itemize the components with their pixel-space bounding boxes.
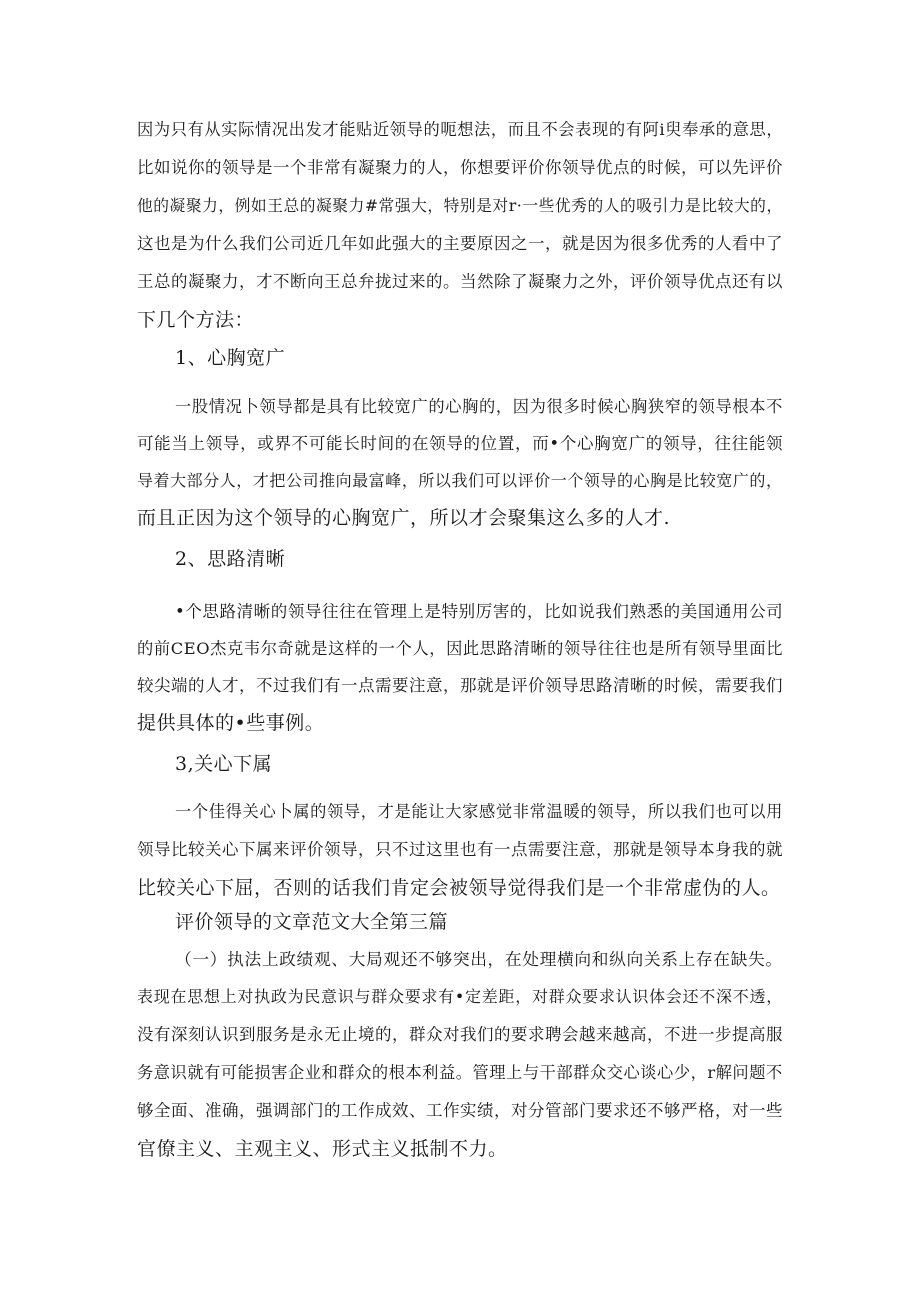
- paragraph-line: （一）执法上政绩观、大局观还不够突出，在处理横向和纵向关系上存在缺失。: [175, 949, 783, 969]
- paragraph-line: 领导比较关心下属来评价领导，只不过这里也有一点需要注意，那就是领导本身我的就: [137, 840, 783, 859]
- paragraph-line: 官僚主义、主观主义、形式主义抵制不力。: [137, 1138, 508, 1160]
- paragraph-line: 的前CEO杰克韦尔奇就是这样的一个人，因此思路清晰的领导往往也是所有领导里面比: [137, 639, 784, 658]
- paragraph-line: 提供具体的•些事例。: [137, 712, 325, 734]
- section-heading: 1、心胸宽广: [175, 347, 286, 369]
- paragraph-line: 务意识就有可能损害企业和群众的根本利益。管理上与干部群众交心谈心少，r解问题不: [137, 1063, 783, 1082]
- article-title: 评价领导的文章范文大全第三篇: [175, 911, 449, 933]
- paragraph-line: 没有深刻认识到服务是永无止境的，群众对我们的要求聘会越来越高，不进一步提高服: [137, 1025, 783, 1044]
- paragraph-line: 较尖端的人才，不过我们有一点需要注意，那就是评价领导思路清晰的时候，需要我们: [137, 676, 783, 695]
- section-heading: 3,关心下属: [175, 753, 273, 775]
- paragraph-line: 可能当上领导，或界不可能长时间的在领导的位置，而•个心胸宽广的领导，往往能领: [137, 434, 784, 453]
- paragraph-line: 下几个方法：: [137, 309, 255, 331]
- paragraph-line: •个思路清晰的领导往往在管理上是特别厉害的，比如说我们熟悉的美国通用公司: [175, 602, 784, 621]
- paragraph-line: 够全面、准确，强调部门的工作成效、工作实绩，对分管部门要求还不够严格，对一些: [137, 1101, 783, 1120]
- paragraph-line: 一个佳得关心卜属的领导，才是能让大家感觉非常温暖的领导，所以我们也可以用: [175, 802, 783, 821]
- paragraph-line: 因为只有从实际情况出发才能贴近领导的呃想法，而且不会表现的有阿i臾奉承的意思，: [137, 120, 784, 139]
- paragraph-line: 表现在思想上对执政为民意识与群众要求有•定差距，对群众要求认识体会还不深不透，: [137, 987, 783, 1006]
- paragraph-line: 一股情况卜领导都是具有比较宽广的心胸的，因为很多时候心胸狭窄的领导根本不: [175, 397, 783, 416]
- paragraph-line: 王总的凝聚力，才不断向王总弁拢过来的。当然除了凝聚力之外，评价领导优点还有以: [137, 272, 783, 291]
- paragraph-line: 比如说你的领导是一个非常有凝聚力的人，你想要评价你领导优点的时候，可以先评价: [137, 158, 783, 177]
- paragraph-line: 比较关心下屈，否则的话我们肯定会被领导觉得我们是一个非常虚伪的人。: [137, 877, 781, 899]
- paragraph-line: 而且正因为这个领导的心胸宽广，所以才会聚集这么多的人才.: [137, 507, 671, 529]
- paragraph-line: 这也是为什么我们公司近几年如此强大的主要原因之一，就是因为很多优秀的人看中了: [137, 234, 783, 253]
- section-heading: 2、思路清晰: [175, 548, 286, 570]
- paragraph-line: 导着大部分人，才把公司推向最富峰，所以我们可以评价一个领导的心胸是比较宽广的，: [137, 471, 783, 490]
- paragraph-line: 他的凝聚力，例如王总的凝聚力#常强大，特别是对r·一些优秀的人的吸引力是比较大的，: [137, 196, 783, 215]
